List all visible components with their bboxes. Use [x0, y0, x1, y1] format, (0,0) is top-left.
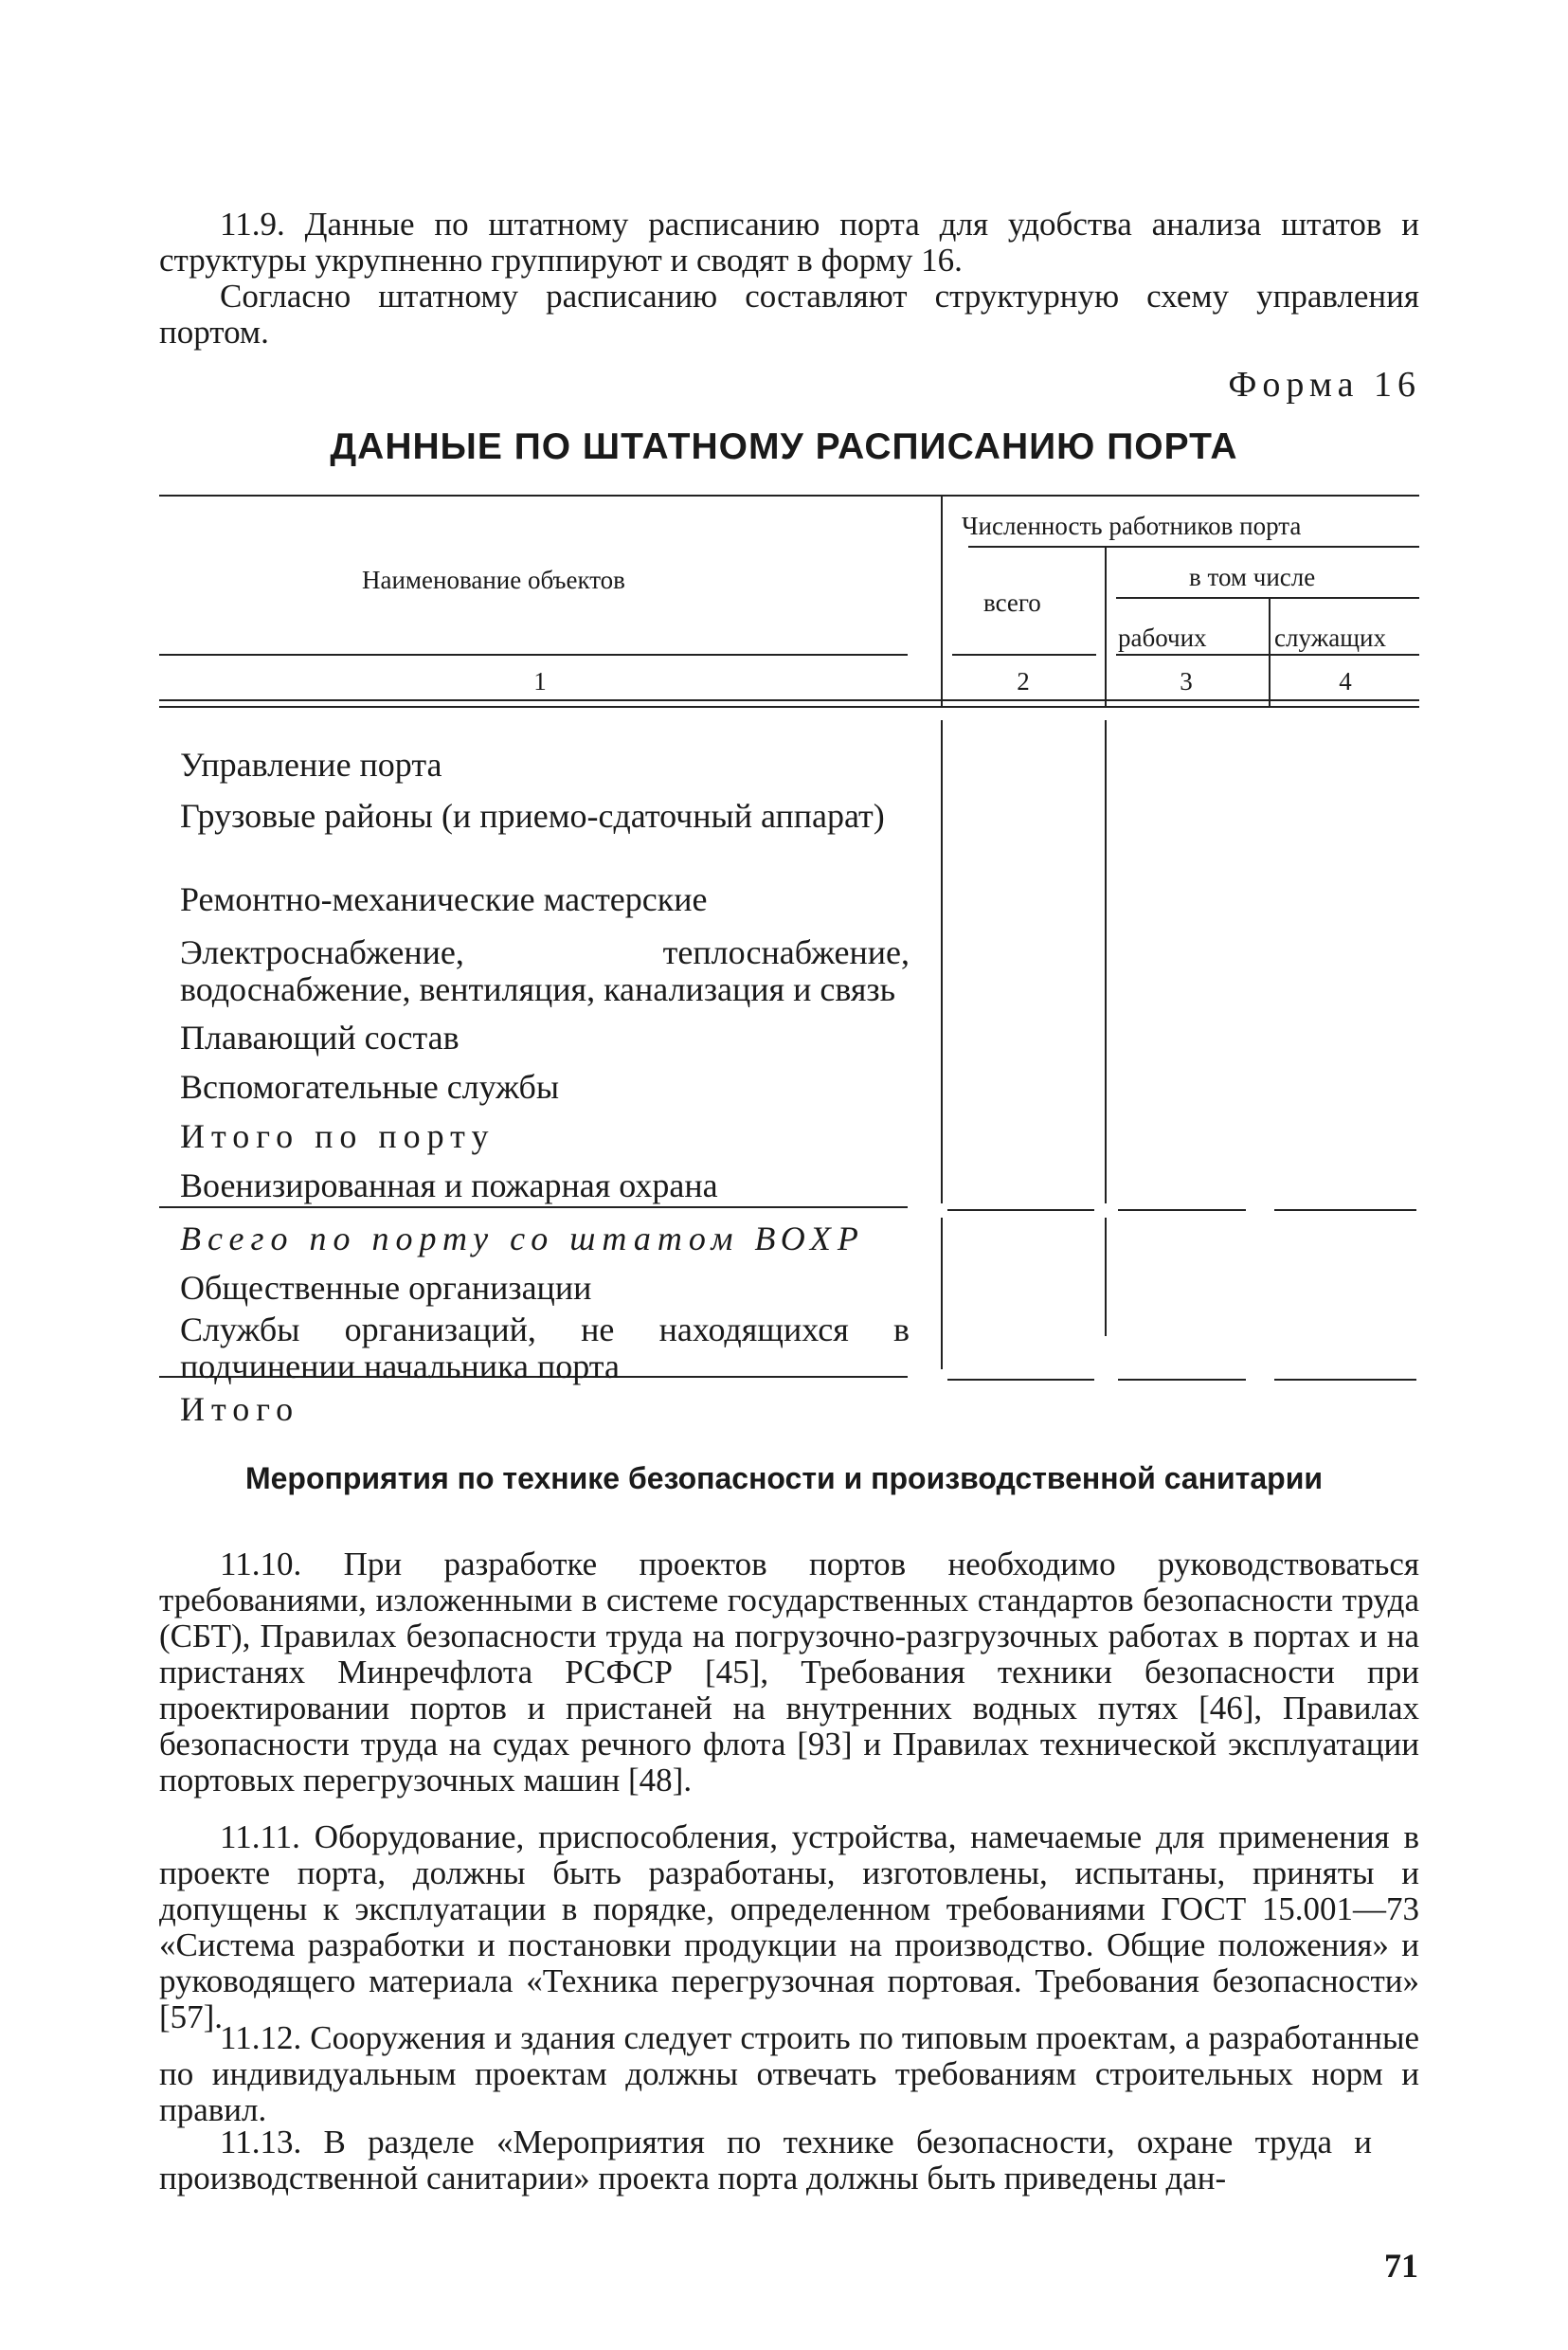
section-paragraph-4: 11.13. В разделе «Мероприятия по технике безопасности, охране труда и производственной санитарии» проекта порта должны быть приведены дан- [159, 2124, 1372, 2196]
header-rule-count [968, 546, 1419, 548]
subtotal-rule-employees [1274, 1209, 1416, 1211]
body-vline-1 [941, 720, 943, 1203]
header-vline-1 [941, 495, 943, 706]
table-title: ДАННЫЕ ПО ШТАТНОМУ РАСПИСАНИЮ ПОРТА [330, 426, 1238, 467]
header-rule-subcols [1116, 654, 1419, 656]
column-number-2: 2 [1017, 667, 1030, 696]
header-rule-name [159, 654, 908, 656]
table-row: Всего по порту со штатом ВОХР [180, 1220, 865, 1257]
subtotal-rule-total [947, 1209, 1094, 1211]
body-vline-4 [1105, 1218, 1107, 1336]
table-row: Службы организаций, не находящихся в подчинении начальника порта [180, 1311, 910, 1385]
header-bottom-rule [159, 699, 1419, 701]
table-row: Управление порта [180, 746, 442, 784]
intro-paragraph-2: Согласно штатному расписанию составляют структурную схему управления портом. [159, 278, 1419, 351]
table-top-rule [159, 495, 1419, 497]
table-row: Итого [180, 1390, 300, 1428]
final-rule-employees [1274, 1379, 1416, 1381]
header-count: Численность работников порта [962, 512, 1302, 540]
final-rule-workers [1118, 1379, 1246, 1381]
column-number-1: 1 [533, 667, 547, 696]
column-number-4: 4 [1339, 667, 1352, 696]
body-vline-2 [1105, 720, 1107, 1203]
header-name: Наименование объектов [362, 566, 625, 594]
section-paragraph-3: 11.12. Сооружения и здания следует строить по типовым проектам, а разработанные по индивидуальным проектам должны отвечать требованиям строительных норм и правил. [159, 2019, 1419, 2128]
table-row: Электроснабжение, теплоснабжение, водоснабжение, вентиляция, канализация и связь [180, 933, 910, 1008]
table-row: Вспомогательные службы [180, 1068, 560, 1106]
header-vline-2 [1105, 546, 1107, 706]
section-title: Мероприятия по технике безопасности и производственной санитарии [244, 1461, 1324, 1495]
header-employees: служащих [1274, 624, 1386, 652]
section-paragraph-1: 11.10. При разработке проектов портов необходимо руководствоваться требованиями, изложенными в системе государственных стандартов безопасности труда (СБТ), Правилах безопасности труда на погрузочно-разгрузочных работах в портах и на пристанях Минречфлота РСФСР [45], Требования техники безопасности при проектировании портов и пристаней на внутренних водных путях [46], Правилах безопасности труда на судах речного флота [93] и Правилах технической эксплуатации портовых перегрузочных машин [48]. [159, 1546, 1419, 1799]
table-row: Грузовые районы (и приемо-сдаточный аппарат) [180, 797, 885, 835]
header-including: в том числе [1189, 563, 1316, 591]
table-row: Общественные организации [180, 1269, 592, 1307]
subtotal-rule-workers [1118, 1209, 1246, 1211]
body-vline-3 [941, 1218, 943, 1369]
column-number-3: 3 [1180, 667, 1193, 696]
page-number: 71 [1384, 2247, 1418, 2285]
final-rule-total [947, 1379, 1094, 1381]
header-rule-total [952, 654, 1096, 656]
form-label: Форма 16 [1228, 365, 1421, 405]
table-row: Военизированная и пожарная охрана [180, 1166, 718, 1204]
table-row: Плавающий состав [180, 1019, 460, 1057]
table-row: Итого по порту [180, 1117, 496, 1155]
subtotal-rule-name [159, 1206, 908, 1208]
table-row: Ремонтно-механические мастерские [180, 880, 708, 918]
section-paragraph-2: 11.11. Оборудование, приспособления, устройства, намечаемые для применения в проекте порта, должны быть разработаны, изготовлены, испытаны, приняты и допущены к эксплуатации в порядке, определенном требованиями ГОСТ 15.001—73 «Система разработки и постановки продукции на производство. Общие положения» и руководящего материала «Техника перегрузочная портовая. Требования безопасности» [57]. [159, 1818, 1419, 2035]
header-bottom-rule-2 [159, 706, 1419, 708]
header-total: всего [983, 588, 1041, 617]
intro-paragraph-1: 11.9. Данные по штатному расписанию порта для удобства анализа штатов и структуры укрупненно группируют и сводят в форму 16. [159, 206, 1419, 279]
header-vline-3 [1269, 597, 1271, 706]
header-workers: рабочих [1118, 624, 1207, 652]
header-rule-including [1116, 597, 1419, 599]
